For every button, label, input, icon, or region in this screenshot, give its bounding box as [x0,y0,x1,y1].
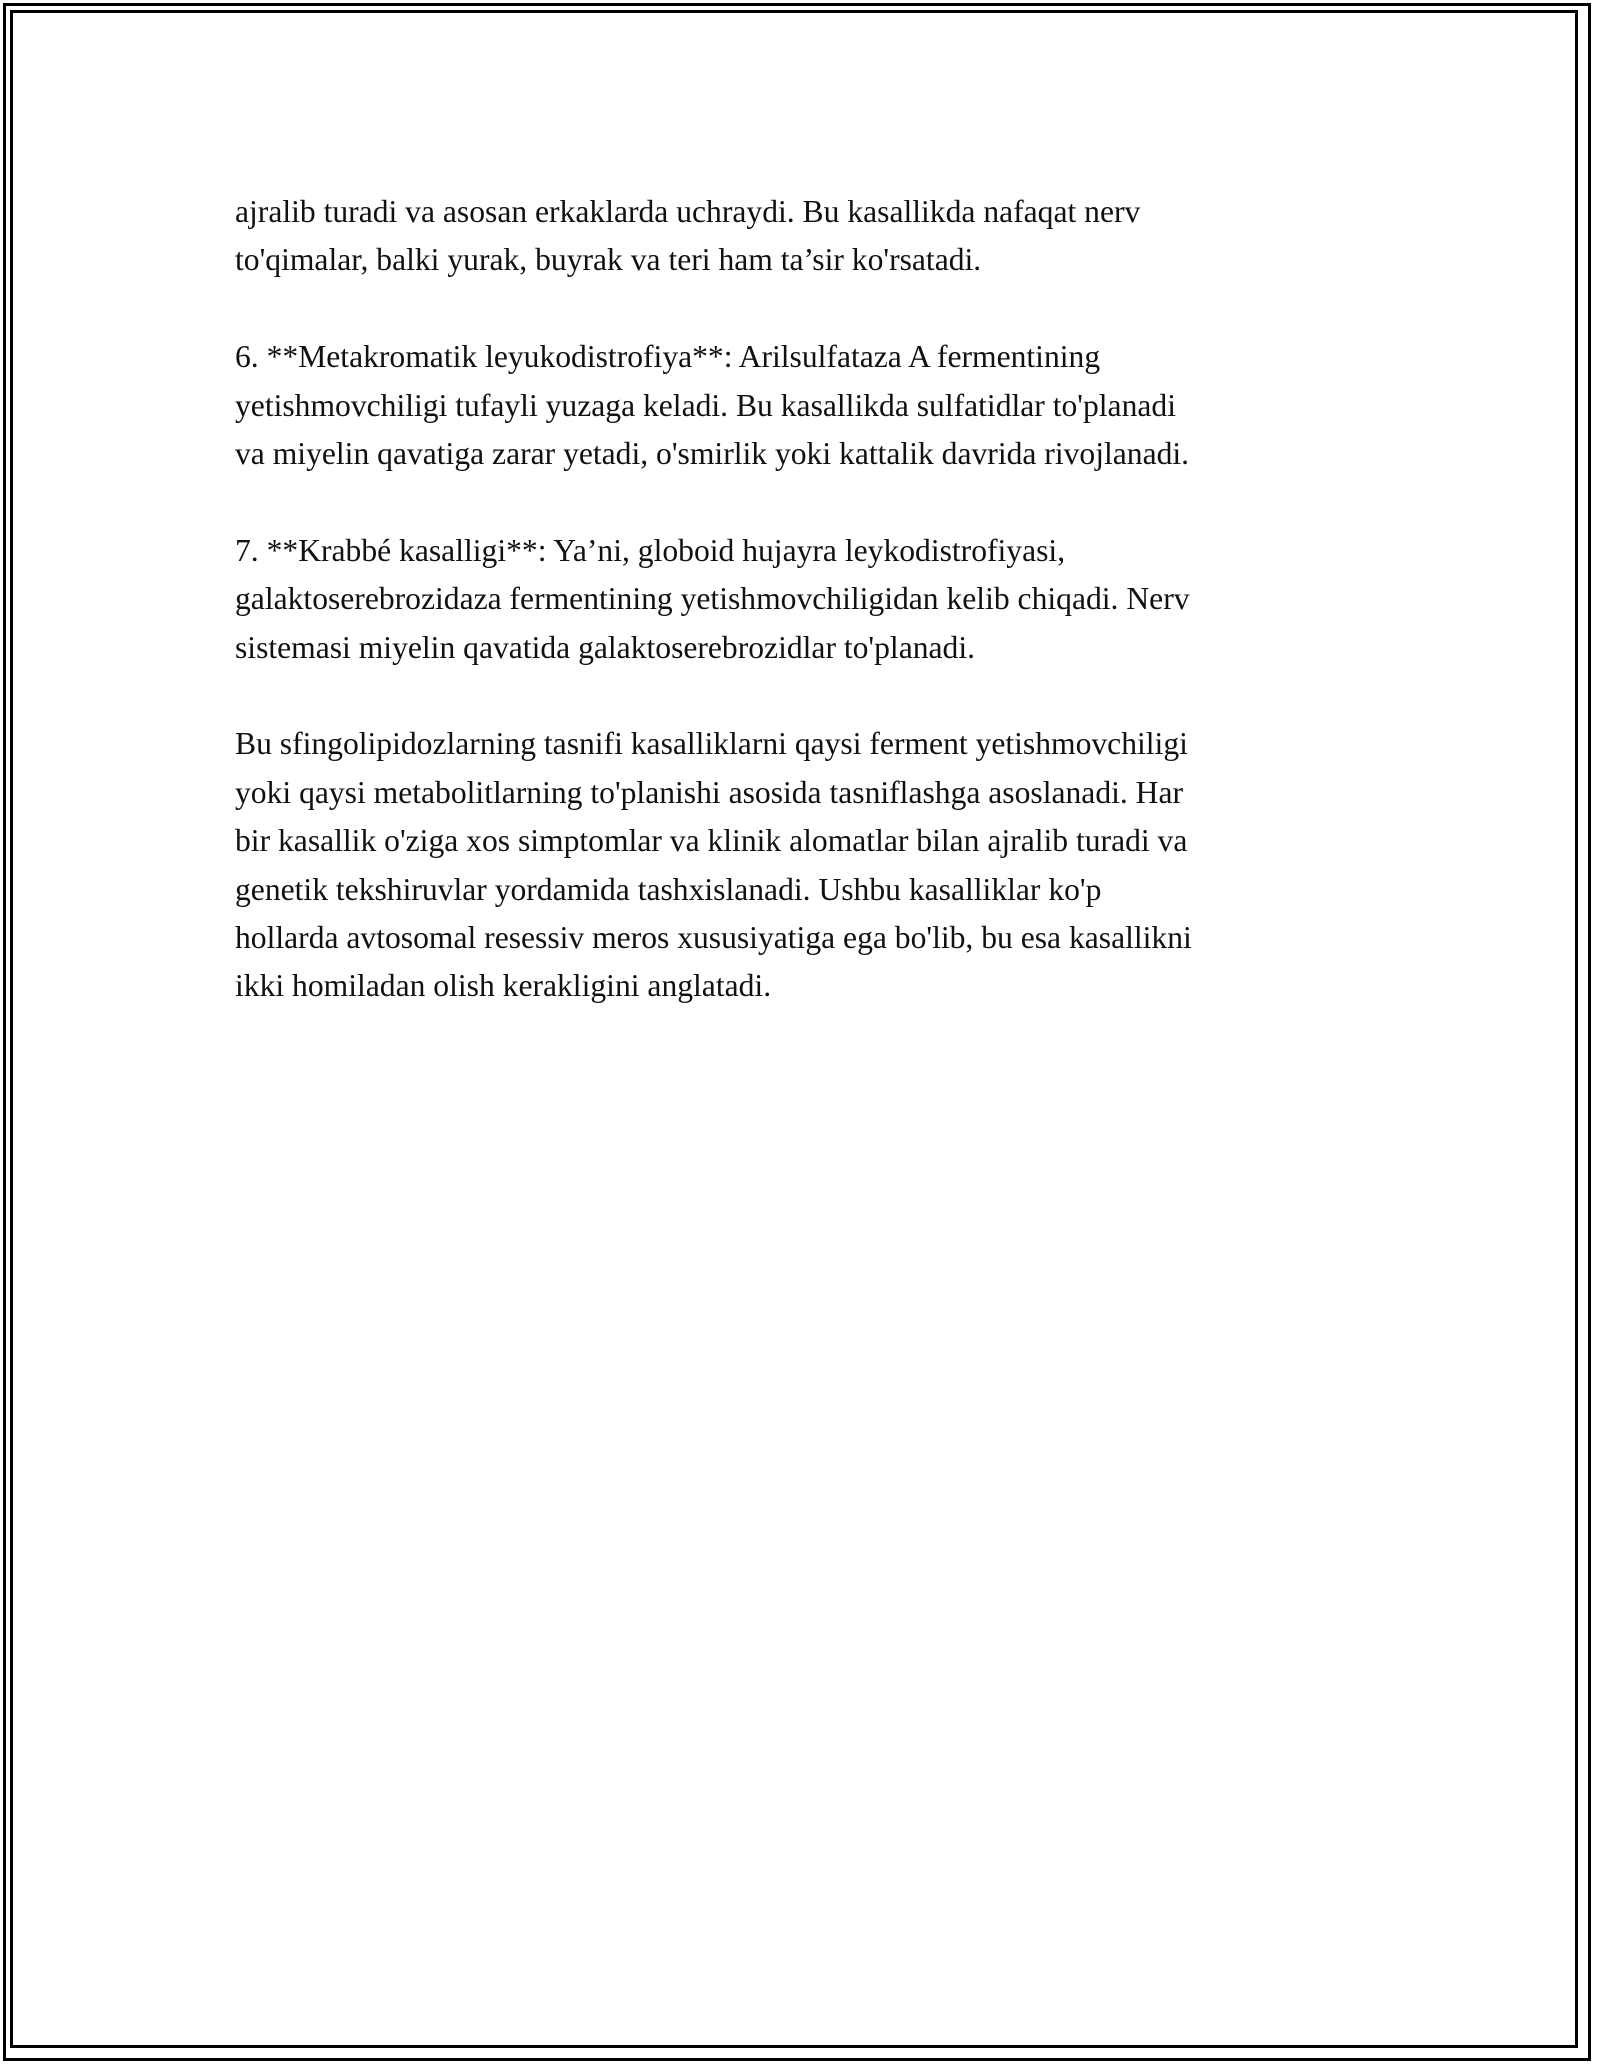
paragraph-continuation [235,188,1370,285]
text-line: galaktoserebrozidaza fermentining yetishmovchiligidan kelib chiqadi. Nerv [235,581,1190,617]
document-body [235,188,1370,1059]
text-line: to'qimalar, balki yurak, buyrak va teri ham ta’sir ko'rsatadi. [235,242,982,278]
text-line: ikki homiladan olish kerakligini anglatadi. [235,968,772,1004]
text-line: yoki qaysi metabolitlarning to'planishi asosida tasniflashga asoslanadi. Har [235,774,1184,810]
text-line: yetishmovchiligi tufayli yuzaga keladi. Bu kasallikda sulfatidlar to'planadi [235,387,1176,423]
paragraph-item-7 [235,527,1370,672]
text-line: bir kasallik o'ziga xos simptomlar va klinik alomatlar bilan ajralib turadi va [235,823,1188,859]
text-line: genetik tekshiruvlar yordamida tashxislanadi. Ushbu kasalliklar ko'p [235,871,1102,907]
text-line: 7. **Krabbé kasalligi**: Ya’ni, globoid hujayra leykodistrofiyasi, [235,532,1066,568]
paragraph-item-6 [235,333,1370,478]
text-line: sistemasi miyelin qavatida galaktoserebrozidlar to'planadi. [235,629,976,665]
text-line: 6. **Metakromatik leyukodistrofiya**: Arilsulfataza A fermentining [235,339,1101,375]
text-line: Bu sfingolipidozlarning tasnifi kasalliklarni qaysi ferment yetishmovchiligi [235,726,1188,762]
text-line: ajralib turadi va asosan erkaklarda uchraydi. Bu kasallikda nafaqat nerv [235,194,1141,229]
text-line: hollarda avtosomal resessiv meros xususiyatiga ega bo'lib, bu esa kasallikni [235,920,1192,956]
paragraph-summary [235,720,1370,1010]
text-line: va miyelin qavatiga zarar yetadi, o'smirlik yoki kattalik davrida rivojlanadi. [235,436,1190,472]
